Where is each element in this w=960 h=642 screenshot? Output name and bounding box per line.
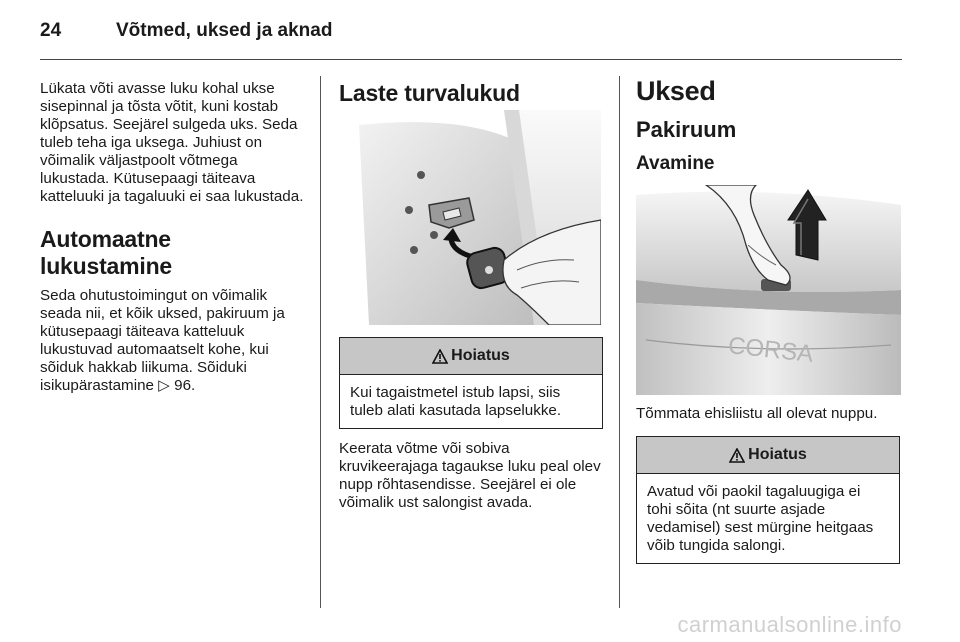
page-header (0, 0, 960, 60)
column-divider-2 (619, 76, 620, 608)
warning-title: Hoiatus (748, 446, 807, 463)
column-3 (636, 76, 902, 175)
section-title: Võtmed, uksed ja aknad (116, 20, 333, 41)
automatic-locking-text: Seda ohutustoimingut on võimalik seada nii, et kõik uksed, pakiruum ja kütusepaagi täiteava katteluuk lukustuvad automaatselt kohe, kui sõiduk hakkab liikuma. Sõiduki isikupärastamine (40, 287, 285, 394)
cross-reference-page[interactable]: 96. (174, 377, 196, 394)
tailgate-warning-box (636, 436, 900, 564)
luggage-compartment-heading: Pakiruum (636, 117, 737, 142)
header-rule (40, 59, 902, 60)
warning-triangle-icon (432, 349, 448, 364)
automatic-locking-paragraph (40, 287, 306, 395)
column-1 (40, 80, 306, 395)
child-lock-illustration (339, 110, 601, 325)
caption-block (636, 405, 902, 423)
cross-reference-icon: ▷ (158, 377, 170, 394)
child-locks-heading: Laste turvalukud (339, 80, 520, 106)
child-lock-warning-box (339, 337, 603, 429)
warning-header (340, 338, 602, 375)
page-number: 24 (40, 20, 62, 41)
watermark: carmanualsonline.info (677, 612, 902, 637)
car-badge: CORSA (726, 332, 815, 368)
illustration-caption: Tõmmata ehisliistu all olevat nuppu. (636, 405, 878, 422)
doors-heading: Uksed (636, 76, 716, 106)
automatic-locking-heading: Automaatne lukustamine (40, 226, 173, 279)
intro-paragraph: Lükata võti avasse luku kohal ukse sisepinnal ja tõsta võtit, kuni kostab klõpsatus. Seejärel sulgeda uks. Seda tuleb teha iga uksega. Juhiust on võimalik väljastpoolt võtmega lukustada. Kütusepaagi täiteava katteluuki ja tagaluuki ei saa lukustada. (40, 80, 304, 205)
column-divider-1 (320, 76, 321, 608)
column-2 (339, 80, 604, 107)
warning-header (637, 437, 899, 474)
warning-text: Kui tagaistmetel istub lapsi, siis tuleb alati kasutada lapselukke. (350, 384, 562, 419)
child-lock-instructions (339, 440, 604, 512)
tailgate-illustration (636, 185, 901, 395)
opening-heading: Avamine (636, 153, 715, 174)
warning-text: Avatud või paokil tagaluugiga ei tohi sõita (nt suurte asjade vedamisel) sest mürgine heitgaas võib tungida salongi. (647, 483, 874, 554)
warning-triangle-icon (729, 448, 745, 463)
warning-title: Hoiatus (451, 347, 510, 364)
child-lock-paragraph: Keerata võtme või sobiva kruvikeerajaga tagaukse luku peal olev nupp rõhtasendisse. Seejärel ei ole võimalik ust salongist avada. (339, 440, 601, 511)
